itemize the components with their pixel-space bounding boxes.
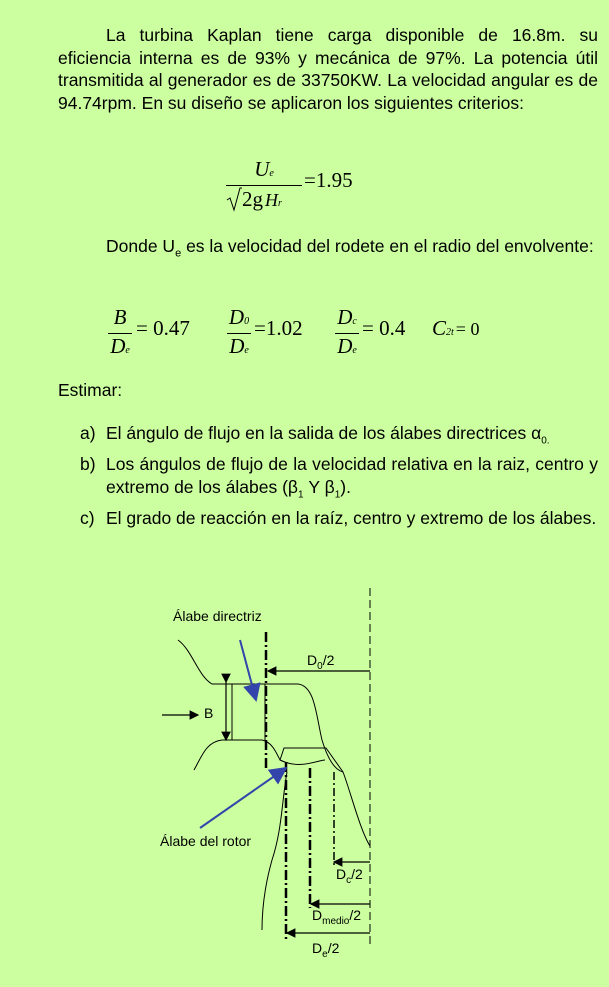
label-dc: $D_c/2$	[336, 866, 363, 886]
rotor-blade	[280, 748, 370, 846]
eq1-numerator: U	[254, 157, 270, 181]
eq1-rhs: =1.95	[304, 168, 353, 192]
label-de: $D_e/2$	[312, 940, 340, 960]
donde-paragraph: Donde $U_e$ es la velocidad del rodete en el radio del envolvente:	[106, 236, 594, 260]
label-d0: $D_0/2$	[307, 652, 335, 672]
label-alabe-rotor: Álabe del rotor	[160, 833, 252, 849]
list-item: c) El grado de reacción en la raíz, centro y extremo de los álabes.	[80, 507, 597, 528]
sqrt-sign-icon	[226, 186, 242, 212]
label-b: B	[204, 705, 214, 721]
label-alabe-directriz: Álabe directriz	[173, 608, 262, 624]
problem-statement: La turbina Kaplan tiene carga disponible de 16.8m. su eficiencia interna es de 93% y mecánica de 97%. La potencia útil transmitida al generador es de 33750KW. La velocidad angular es de 94.74rpm. En su diseño se aplicaron los siguientes criterios:	[58, 25, 598, 113]
list-item: b) Los ángulos de flujo de la velocidad relativa en la raiz, centro y extremo de los álabes ($\beta_1$ Y $\beta_1$).	[80, 454, 598, 500]
ratio-d0-de: $\frac{D0}{De}$ =1.02	[228, 305, 303, 358]
estimar-heading: Estimar:	[58, 380, 123, 400]
lower-hub	[194, 740, 325, 770]
equation-c2t: C2t = 0	[432, 316, 480, 340]
hub-contour	[262, 772, 287, 930]
tasks-list	[80, 422, 598, 529]
label-dmedio: $D_{medio}/2$	[312, 907, 362, 927]
rotor-pointer-arrow	[200, 768, 286, 828]
guide-vane-pointer-arrow	[240, 640, 256, 700]
ratio-b-de: $\frac{B}{De}$ = 0.47	[108, 306, 208, 356]
list-item: a) El ángulo de flujo en la salida de los álabes directrices $\alpha_{0.}$	[80, 423, 550, 447]
equation-ue-ratio: Ue 2g Hr =1.95	[226, 158, 366, 214]
ratio-dc-de: $\frac{Dc}{De}$ = 0.4	[335, 306, 425, 356]
